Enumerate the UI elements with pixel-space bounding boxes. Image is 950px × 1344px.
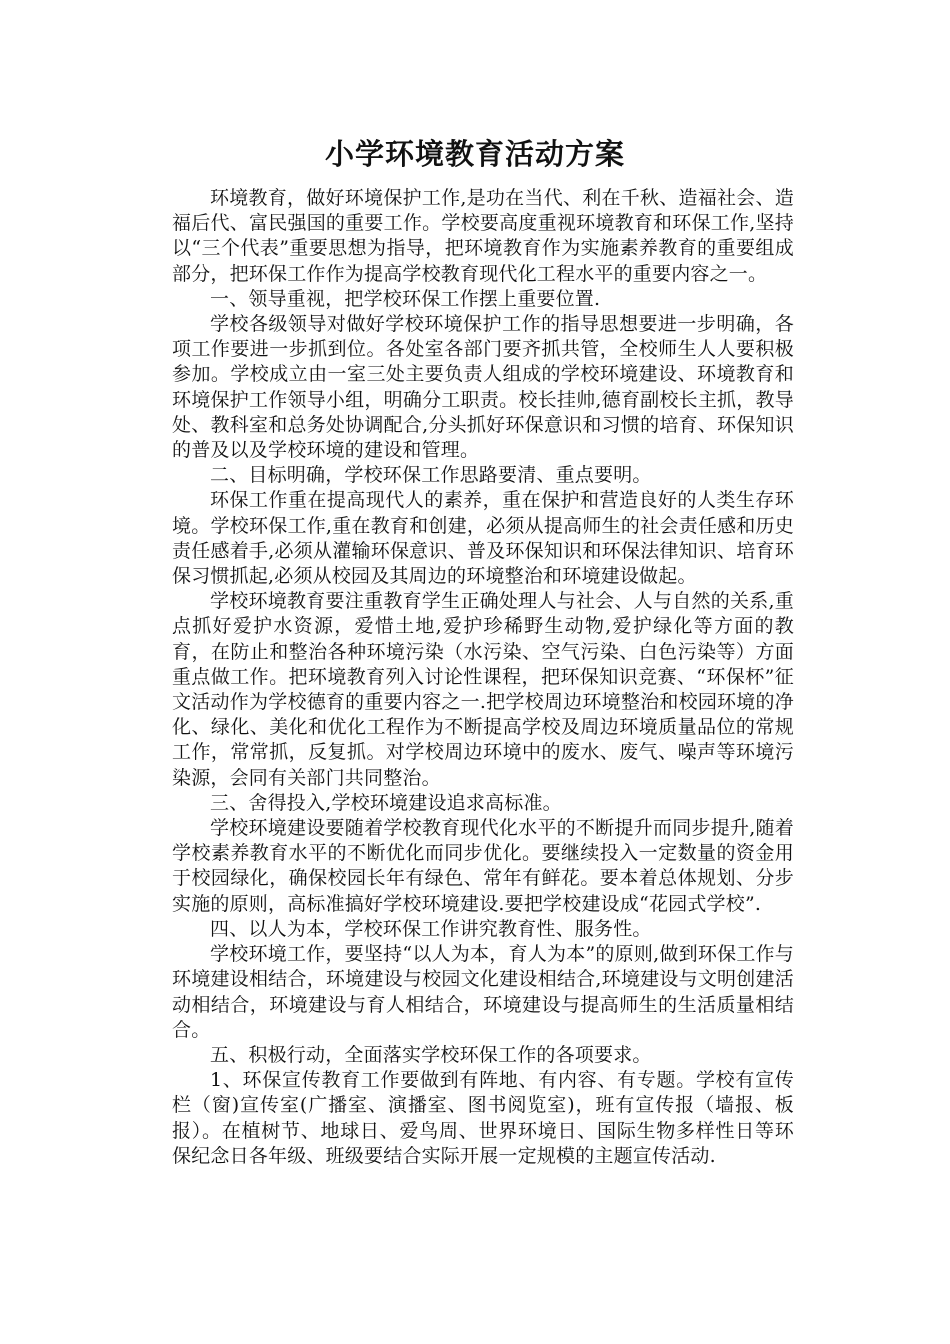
paragraph-intro: 环境教育，做好环境保护工作,是功在当代、利在千秋、造福社会、造福后代、富民强国的重要工作。学校要高度重视环境教育和环保工作,坚持以“三个代表”重要思想为指导，把环境教育作为实施素养教育的重要组成部分，把环保工作作为提高学校教育现代化工程水平的重要内容之一。 [172,187,794,285]
paragraph-section-1: 学校各级领导对做好学校环境保护工作的指导思想要进一步明确，各项工作要进一步抓到位。各处室各部门要齐抓共管，全校师生人人要积极参加。学校成立由一室三处主要负责人组成的学校环境建设、环境教育和环境保护工作领导小组，明确分工职责。校长挂帅,德育副校长主抓，教导处、教科室和总务处协调配合,分头抓好环保意识和习惯的培育、环保知识的普及以及学校环境的建设和管理。 [172,313,794,462]
heading-section-2: 二、目标明确，学校环保工作思路要清、重点要明。 [210,464,652,487]
paragraph-section-4: 学校环境工作，要坚持“以人为本，育人为本”的原则,做到环保工作与环境建设相结合，环境建设与校园文化建设相结合,环境建设与文明创建活动相结合，环境建设与育人相结合，环境建设与提高师生的生活质量相结合。 [172,943,794,1041]
document-title: 小学环境教育活动方案 [324,137,625,171]
heading-section-4: 四、以人为本，学校环保工作讲究教育性、服务性。 [210,917,652,940]
heading-section-5: 五、积极行动，全面落实学校环保工作的各项要求。 [210,1043,652,1066]
paragraph-section-3: 学校环境建设要随着学校教育现代化水平的不断提升而同步提升,随着学校素养教育水平的不断优化而同步优化。要继续投入一定数量的资金用于校园绿化，确保校园长年有绿色、常年有鲜花。要本着总体规划、分步实施的原则，高标准搞好学校环境建设.要把学校建设成“花园式学校”. [172,817,794,915]
paragraph-section-5-item-1: 1、环保宣传教育工作要做到有阵地、有内容、有专题。学校有宣传栏（窗)宣传室(广播室、演播室、图书阅览室)，班有宣传报（墙报、板报）。在植树节、地球日、爱鸟周、世界环境日、国际生物多样性日等环保纪念日各年级、班级要结合实际开展一定规模的主题宣传活动. [172,1069,794,1167]
heading-section-3: 三、舍得投入,学校环境建设追求高标准。 [210,791,562,814]
paragraph-section-2a: 环保工作重在提高现代人的素养，重在保护和营造良好的人类生存环境。学校环保工作,重在教育和创建，必须从提高师生的社会责任感和历史责任感着手,必须从灌输环保意识、普及环保知识和环保法律知识、培育环保习惯抓起,必须从校园及其周边的环境整治和环境建设做起。 [172,489,794,588]
paragraph-section-2b: 学校环境教育要注重教育学生正确处理人与社会、人与自然的关系,重点抓好爱护水资源，爱惜土地,爱护珍稀野生动物,爱护绿化等方面的教育，在防止和整治各种环境污染（水污染、空气污染、白色污染等）方面重点做工作。把环境教育列入讨论性课程，把环保知识竞赛、“环保杯”征文活动作为学校德育的重要内容之一.把学校周边环境整治和校园环境的净化、绿化、美化和优化工程作为不断提高学校及周边环境质量品位的常规工作，常常抓，反复抓。对学校周边环境中的废水、废气、噪声等环境污染源，会同有关部门共同整治。 [172,590,794,789]
document-body [172,186,794,1169]
heading-section-1: 一、领导重视，把学校环保工作摆上重要位置. [210,287,601,310]
